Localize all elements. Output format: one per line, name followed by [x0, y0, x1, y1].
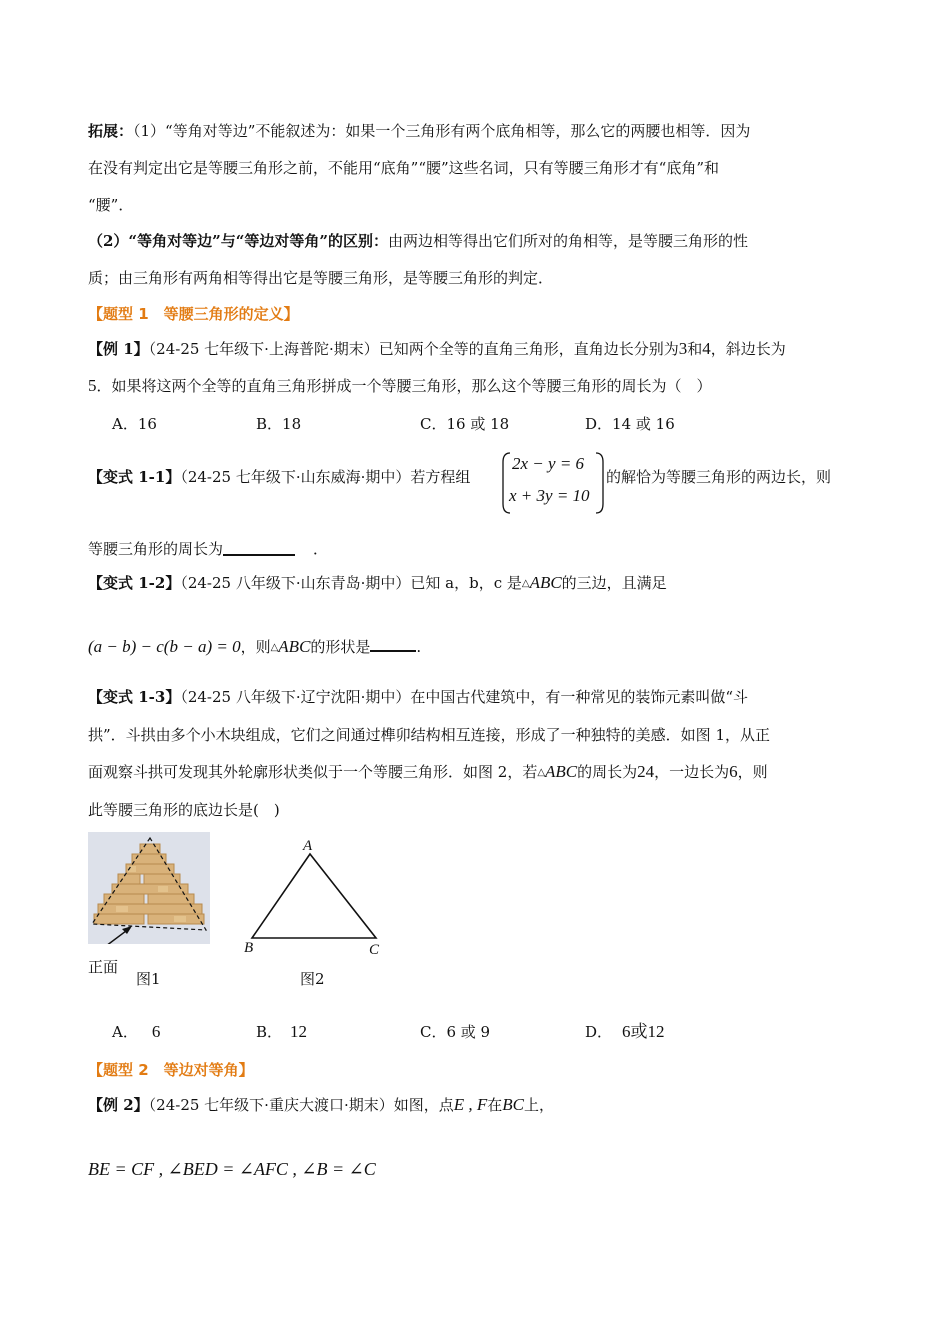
v13-option-a-value: 6 [151, 1022, 161, 1041]
v13-option-d-label: D． [585, 1023, 613, 1041]
v13-n6: 6 [729, 762, 738, 781]
ex1-option-b[interactable]: B．18 [256, 415, 302, 433]
v13-label: 【变式 1-3】 [88, 688, 181, 706]
v13-option-a-label: A． [112, 1023, 138, 1041]
ex2-line-1 [88, 1094, 554, 1116]
vertex-b-label: B [244, 940, 254, 956]
v11-equation-2: x + 3y = 10 [509, 486, 590, 505]
ext-line-3: “腰”． [88, 196, 134, 214]
v13-line-1 [88, 686, 748, 708]
v12-line-1 [88, 572, 667, 595]
ex1-option-c[interactable]: C．16 或 18 [420, 415, 510, 433]
ext-line-2: 在没有判定出它是等腰三角形之前，不能用“底角”“腰”这些名词，只有等腰三角形才有“底角”和 [88, 159, 720, 177]
ex2-up: 上， [524, 1096, 555, 1114]
v12-then: ，则 [240, 638, 271, 656]
v13-option-b-label: B． [256, 1023, 283, 1041]
v11-label: 【变式 1-1】 [88, 468, 181, 486]
triangle-icon: △ [270, 642, 279, 653]
ex1-label: 【例 1】 [88, 340, 149, 358]
v13-option-b-value: 12 [290, 1022, 308, 1041]
dougong-illustration [88, 832, 210, 944]
ex2-label: 【例 2】 [88, 1096, 149, 1114]
v12-shape: 的形状是 [310, 638, 371, 656]
ex2-formula: BE = CF , ∠BED = ∠AFC , ∠B = ∠C [88, 1159, 376, 1179]
ex1-and: 和 [687, 340, 703, 358]
triangle-icon: △ [537, 767, 546, 778]
ext-line-4 [88, 230, 748, 252]
v12-abc-2: ABC [278, 637, 311, 656]
v13-n24: 24 [637, 762, 655, 781]
type2-heading: 【题型 2 等边对等角】 [88, 1061, 254, 1079]
v12-end: . [416, 638, 422, 656]
triangle-abc [252, 854, 376, 938]
v13-line-4: 此等腰三角形的底边长是( ) [88, 801, 280, 819]
v13-option-d[interactable] [585, 1021, 665, 1043]
v11-answer-blank[interactable] [223, 538, 295, 556]
v13-option-c[interactable]: C．6 或 9 [420, 1023, 491, 1041]
front-label: 正面 [88, 958, 119, 976]
ex1-n3: 3 [678, 339, 688, 358]
ex1-option-a[interactable]: A．16 [112, 415, 157, 433]
ext-text-1: （1）“等角对等边”不能叙述为：如果一个三角形有两个底角相等，那么它的两腰也相等．因为 [133, 122, 751, 140]
v12-src: （24-25 八年级下·山东青岛·期中）已知 a，b，c 是 [180, 574, 522, 592]
v13-line-3d: ，则 [737, 763, 768, 781]
ex1-src: （24-25 七年级下·上海普陀·期末）已知两个全等的直角三角形，直角边长分别为 [148, 340, 679, 358]
ex1-rest: ，斜边长为 [710, 340, 786, 358]
v11-rest: 的解恰为等腰三角形的两边长，则 [606, 468, 832, 486]
dougong-photo [88, 832, 210, 944]
v13-option-d-value: 6或12 [622, 1022, 665, 1041]
ex1-line-2-text: ．如果将这两个全等的直角三角形拼成一个等腰三角形，那么这个等腰三角形的周长为（ ） [96, 377, 712, 395]
figure-1-caption: 图1 [136, 970, 161, 988]
v11-line-2-text: 等腰三角形的周长为 [88, 540, 224, 558]
v12-formula: (a − b) − c(b − a) = 0 [88, 637, 241, 656]
ext-line-4-text: 由两边相等得出它们所对的角相等，是等腰三角形的性 [387, 232, 748, 250]
v12-label: 【变式 1-2】 [88, 574, 181, 592]
ex2-ef: E , F [453, 1095, 488, 1114]
v11-end: ． [313, 540, 329, 558]
v13-abc: ABC [545, 762, 578, 781]
v11-line-2 [88, 538, 328, 560]
ex1-line-2 [88, 375, 712, 397]
figure-2-caption: 图2 [300, 970, 325, 988]
ex2-bc: BC [502, 1095, 525, 1114]
v12-answer-blank[interactable] [370, 636, 416, 652]
v12-line-2 [88, 636, 421, 659]
v13-line-3b: 的周长为 [577, 763, 638, 781]
v13-line-3a: 面观察斗拱可发现其外轮廓形状类似于一个等腰三角形．如图 2，若 [88, 763, 538, 781]
v13-line-2: 拱”．斗拱由多个小木块组成，它们之间通过榫卯结构相互连接，形成了一种独特的美感．如图 1，从正 [88, 726, 770, 744]
v11-line-1 [88, 466, 470, 488]
type1-heading: 【题型 1 等腰三角形的定义】 [88, 305, 299, 323]
ex1-n5: 5 [88, 376, 97, 395]
ex2-in: 在 [487, 1096, 503, 1114]
vertex-c-label: C [369, 942, 380, 958]
v13-option-a[interactable] [112, 1021, 160, 1043]
ex1-line-1 [88, 338, 786, 360]
ext-line-5: 质；由三角形有两角相等得出它是等腰三角形，是等腰三角形的判定． [88, 269, 554, 287]
ex1-option-d[interactable]: D．14 或 16 [585, 415, 675, 433]
v13-src: （24-25 八年级下·辽宁沈阳·期中）在中国古代建筑中，有一种常见的装饰元素叫做“斗 [180, 688, 749, 706]
v11-src: （24-25 七年级下·山东威海·期中）若方程组 [180, 468, 471, 486]
v13-line-3c: ，一边长为 [654, 763, 730, 781]
ext-line-4-bold: （2）“等角对等边”与“等边对等角”的区别： [88, 232, 388, 250]
v13-line-3 [88, 761, 768, 784]
vertex-a-label: A [303, 838, 313, 854]
v11-equation-1: 2x − y = 6 [512, 454, 585, 473]
v13-option-b[interactable] [256, 1021, 307, 1043]
v12-rest: 的三边，且满足 [561, 574, 667, 592]
triangle-icon: △ [521, 578, 530, 589]
ex1-n4: 4 [702, 339, 711, 358]
ext-label: 拓展： [88, 122, 134, 140]
ex2-src: （24-25 七年级下·重庆大渡口·期末）如图，点 [148, 1096, 454, 1114]
v11-equation-system [500, 450, 606, 516]
v12-abc: ABC [529, 573, 562, 592]
ext-line-1 [88, 120, 750, 142]
